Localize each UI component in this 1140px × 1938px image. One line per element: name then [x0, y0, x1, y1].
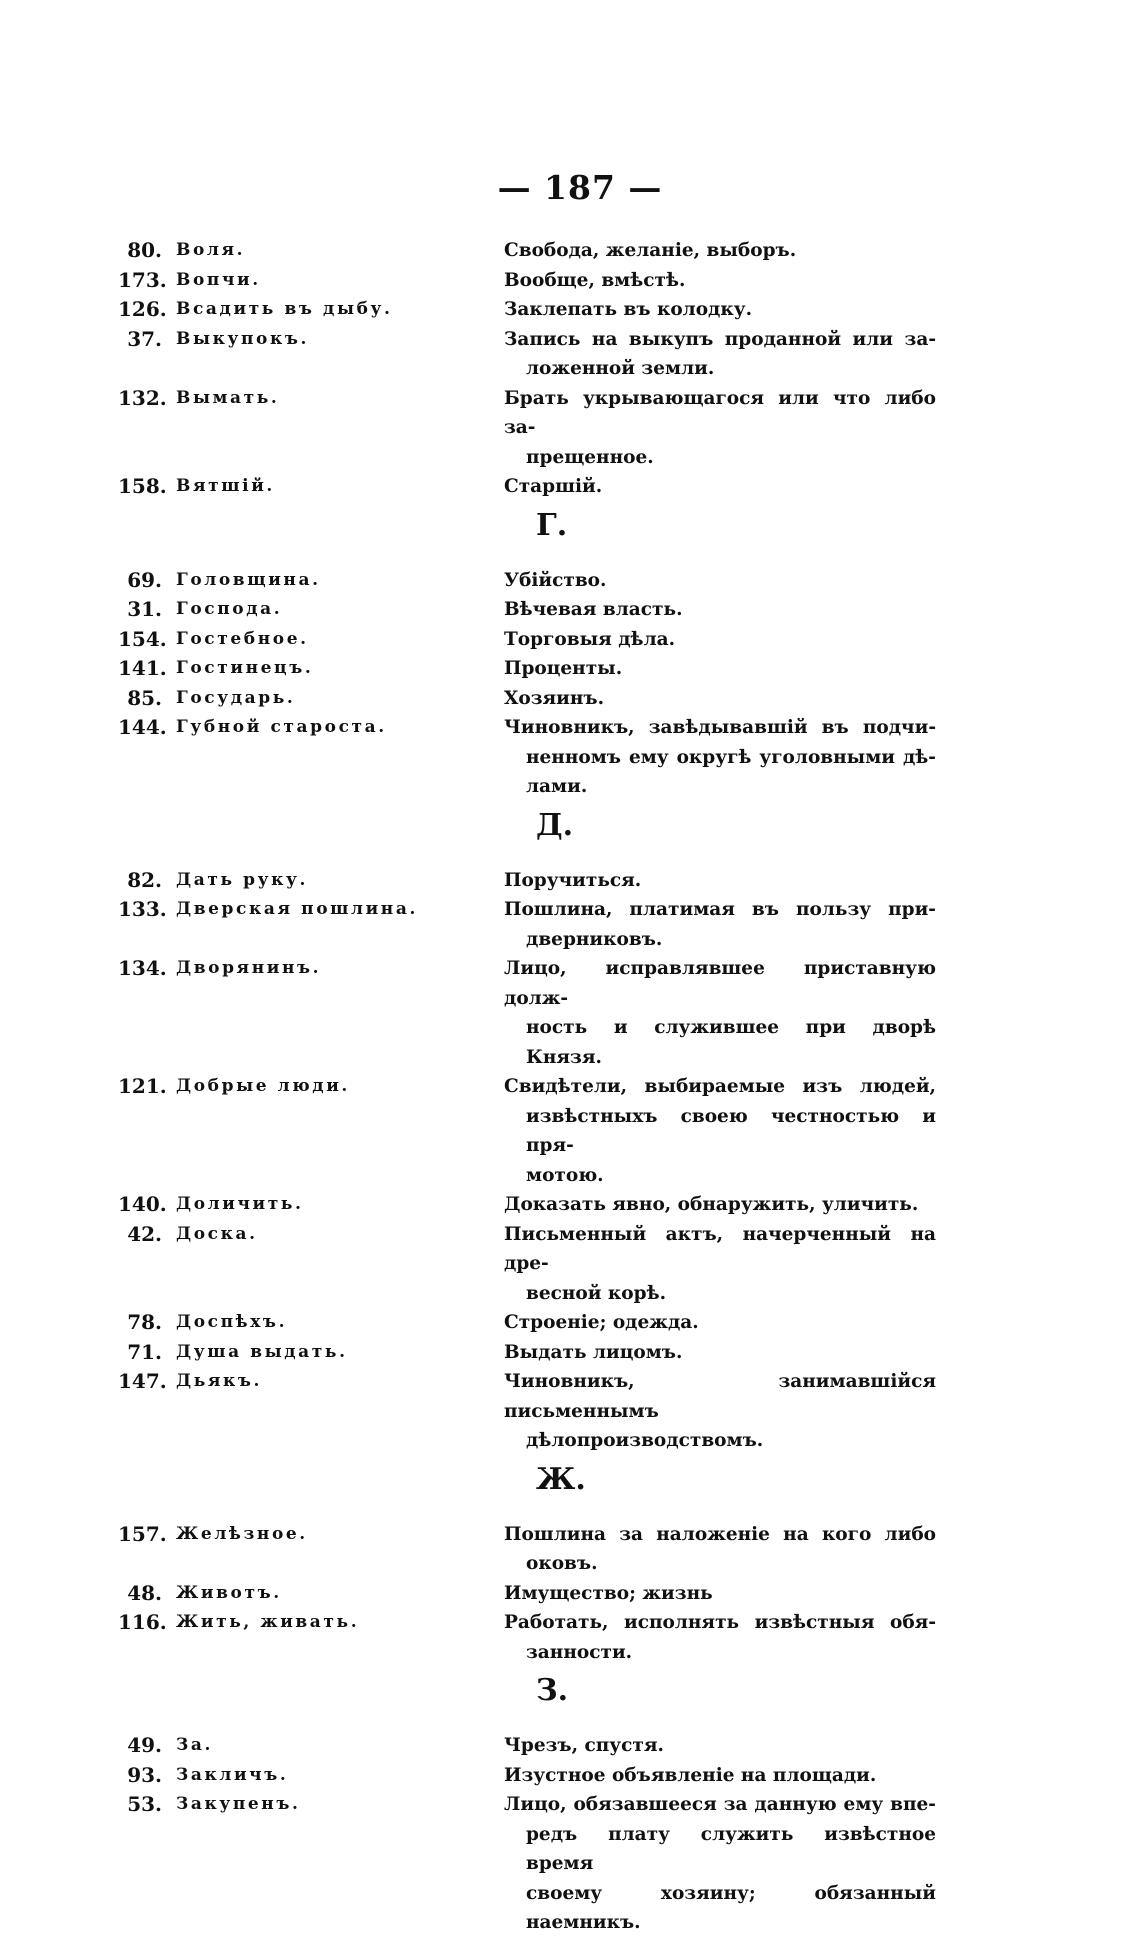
definition-line: Проценты. [504, 658, 623, 679]
entry-number: 78. [127, 1310, 162, 1334]
glossary-content [118, 236, 1008, 1938]
definition-line: редъ плату служить извѣстное время [526, 1823, 936, 1874]
entry-number: 173. [118, 267, 167, 292]
entry-term: Закличъ. [176, 1764, 289, 1785]
entry-number: 42. [127, 1221, 162, 1246]
glossary-entry [118, 1761, 1008, 1791]
entry-definition [504, 566, 936, 596]
entry-term: Государь. [176, 687, 296, 708]
entry-number: 154. [118, 626, 167, 651]
entry-definition [504, 1731, 936, 1761]
definition-line: весной корѣ. [526, 1282, 667, 1304]
entry-number: 48. [127, 1580, 162, 1605]
entry-term: Головщина. [176, 569, 321, 590]
glossary-entry [118, 1579, 1008, 1609]
definition-line: Изустное объявленіе на площади. [504, 1764, 877, 1786]
definition-line: Хозяинъ. [504, 687, 605, 709]
entry-number: 134. [118, 956, 167, 980]
entry-number: 133. [118, 897, 167, 921]
entry-definition [504, 1190, 936, 1220]
definition-line: занности. [526, 1641, 633, 1663]
entry-definition [504, 1608, 936, 1667]
entry-term: Животъ. [176, 1582, 282, 1603]
entry-term: Выкупокъ. [176, 328, 309, 349]
entry-definition [504, 1308, 936, 1338]
entry-term: Дворянинъ. [176, 958, 322, 978]
entry-term: Доска. [176, 1223, 258, 1244]
definition-line: дѣлопроизводствомъ. [526, 1430, 764, 1451]
definition-line: Запись на выкупъ проданной или за- [504, 328, 936, 350]
entry-term: Всадить въ дыбу. [176, 299, 393, 319]
entry-definition [504, 295, 936, 325]
glossary-entry [118, 472, 1008, 502]
glossary-entry [118, 325, 1008, 384]
entry-number: 49. [127, 1733, 162, 1757]
entry-definition [504, 1761, 936, 1791]
entry-definition [504, 954, 936, 1072]
definition-line: Поручиться. [504, 869, 642, 891]
entry-number: 147. [118, 1369, 167, 1393]
entries-zh [118, 1520, 1008, 1668]
entry-number: 82. [127, 867, 162, 892]
glossary-entry [118, 1072, 1008, 1190]
definition-line: Свидѣтели, выбираемые изъ людей, [504, 1076, 936, 1097]
entry-definition [504, 472, 936, 502]
entry-definition [504, 866, 936, 896]
definition-line: лами. [526, 776, 588, 797]
entry-definition [504, 1367, 936, 1456]
entries-z [118, 1731, 1008, 1938]
glossary-entry [118, 1520, 1008, 1579]
section-letter-g: Г. [536, 507, 568, 543]
definition-line: Свобода, желаніе, выборъ. [504, 240, 797, 261]
entry-definition [504, 684, 936, 714]
entry-term: Дверская пошлина. [176, 899, 418, 919]
entry-number: 140. [118, 1192, 167, 1216]
entry-number: 71. [127, 1339, 162, 1364]
entry-term: Дать руку. [176, 869, 308, 890]
definition-line: Доказать явно, обнаружить, уличить. [504, 1194, 919, 1215]
section-letter-zh: Ж. [536, 1461, 586, 1497]
definition-line: Чиновникъ, завѣдывавшій въ подчи- [504, 717, 936, 738]
definition-line: Пошлина, платимая въ пользу при- [504, 899, 936, 920]
glossary-entry [118, 236, 1008, 266]
entry-definition [504, 625, 936, 655]
definition-line: оковъ. [526, 1553, 598, 1574]
definition-line: Вѣчевая власть. [504, 599, 683, 620]
definition-line: Старшій. [504, 476, 603, 497]
entry-number: 158. [118, 474, 167, 498]
definition-line: Выдать лицомъ. [504, 1341, 683, 1363]
section-letter-z: З. [536, 1673, 569, 1708]
glossary-entry [118, 1367, 1008, 1456]
entry-term: Душа выдать. [176, 1341, 348, 1362]
glossary-entry [118, 654, 1008, 684]
glossary-entry [118, 1608, 1008, 1667]
entry-number: 31. [127, 597, 162, 621]
entry-term: Вятшій. [176, 476, 275, 496]
glossary-entry [118, 954, 1008, 1072]
definition-line: прещенное. [526, 446, 654, 468]
glossary-entry [118, 1338, 1008, 1368]
entry-number: 37. [127, 326, 162, 351]
section-letter-d: Д. [536, 807, 574, 843]
glossary-entry [118, 1190, 1008, 1220]
entry-number: 126. [118, 297, 167, 321]
entry-number: 85. [127, 685, 162, 710]
glossary-entry [118, 866, 1008, 896]
glossary-entry [118, 1731, 1008, 1761]
entry-definition [504, 1579, 936, 1609]
entry-term: За. [176, 1735, 213, 1755]
entry-definition [504, 1520, 936, 1579]
entry-definition [504, 1072, 936, 1190]
entries-d [118, 866, 1008, 1456]
definition-line: Заклепать въ колодку. [504, 299, 753, 320]
definition-line: ненномъ ему округѣ уголовными дѣ- [526, 746, 936, 768]
entry-definition [504, 595, 936, 625]
glossary-entry [118, 266, 1008, 296]
entry-term: Вопчи. [176, 269, 261, 290]
entry-definition [504, 266, 936, 296]
definition-line: Письменный актъ, начерченный на дре- [504, 1223, 936, 1274]
entry-term: Дьякъ. [176, 1371, 263, 1391]
entry-term: Доспѣхъ. [176, 1312, 288, 1332]
definition-line: ность и служившее при дворѣ Князя. [526, 1017, 936, 1068]
entries-v [118, 236, 1008, 502]
definition-line: Лицо, исправлявшее приставную долж- [504, 958, 936, 1009]
glossary-entry [118, 384, 1008, 473]
entry-definition [504, 654, 936, 684]
definition-line: ложенной земли. [526, 358, 715, 379]
definition-line: мотою. [526, 1164, 604, 1186]
definition-line: Вообще, вмѣстѣ. [504, 269, 686, 291]
entry-term: Губной староста. [176, 717, 387, 737]
entry-definition [504, 384, 936, 473]
entry-number: 93. [127, 1762, 162, 1787]
definition-line: Убійство. [504, 569, 607, 591]
entry-number: 121. [118, 1074, 167, 1098]
glossary-entry [118, 895, 1008, 954]
glossary-entry [118, 566, 1008, 596]
glossary-entry [118, 595, 1008, 625]
definition-line: дверниковъ. [526, 928, 663, 950]
entry-number: 157. [118, 1521, 167, 1546]
glossary-entry [118, 625, 1008, 655]
entry-definition [504, 1220, 936, 1309]
definition-line: Имущество; жизнь [504, 1582, 713, 1604]
definition-line: извѣстныхъ своею честностью и пря- [526, 1105, 936, 1156]
entry-number: 53. [127, 1792, 162, 1816]
definition-line: Брать укрывающагося или что либо за- [504, 387, 936, 438]
definition-line: Пошлина за наложеніе на кого либо [504, 1523, 936, 1545]
definition-line: Работать, исполнять извѣстныя обя- [504, 1612, 936, 1633]
entry-term: Закупенъ. [176, 1794, 301, 1814]
entry-definition [504, 713, 936, 802]
entry-term: Доличить. [176, 1194, 304, 1214]
entry-term: Гостебное. [176, 628, 309, 649]
entry-number: 132. [118, 385, 167, 410]
glossary-entry [118, 295, 1008, 325]
entry-definition [504, 236, 936, 266]
definition-line: Торговыя дѣла. [504, 628, 676, 650]
entry-term: Гостинецъ. [176, 658, 314, 678]
entry-term: Жить, живать. [176, 1612, 360, 1632]
entry-number: 69. [127, 567, 162, 592]
glossary-entry [118, 713, 1008, 802]
entry-number: 144. [118, 715, 167, 739]
entry-number: 141. [118, 656, 167, 680]
entry-term: Господа. [176, 599, 283, 619]
entries-g [118, 566, 1008, 802]
entry-term: Желѣзное. [176, 1523, 308, 1544]
entry-term: Воля. [176, 240, 246, 260]
entry-definition [504, 1338, 936, 1368]
definition-line: Чиновникъ, занимавшійся письменнымъ [504, 1371, 936, 1422]
entry-term: Добрые люди. [176, 1076, 350, 1096]
glossary-entry [118, 1220, 1008, 1309]
entry-term: Вымать. [176, 387, 280, 408]
definition-line: Чрезъ, спустя. [504, 1735, 664, 1756]
entry-number: 116. [118, 1610, 167, 1634]
glossary-entry [118, 1790, 1008, 1938]
page-number: — 187 — [497, 168, 663, 207]
definition-line: своему хозяину; обязанный наемникъ. [526, 1882, 936, 1933]
entry-definition [504, 1790, 936, 1938]
definition-line: Лицо, обязавшееся за данную ему впе- [504, 1794, 936, 1815]
definition-line: Строеніе; одежда. [504, 1312, 699, 1333]
entry-definition [504, 895, 936, 954]
entry-definition [504, 325, 936, 384]
glossary-entry [118, 1308, 1008, 1338]
entry-number: 80. [127, 238, 162, 262]
glossary-entry [118, 684, 1008, 714]
